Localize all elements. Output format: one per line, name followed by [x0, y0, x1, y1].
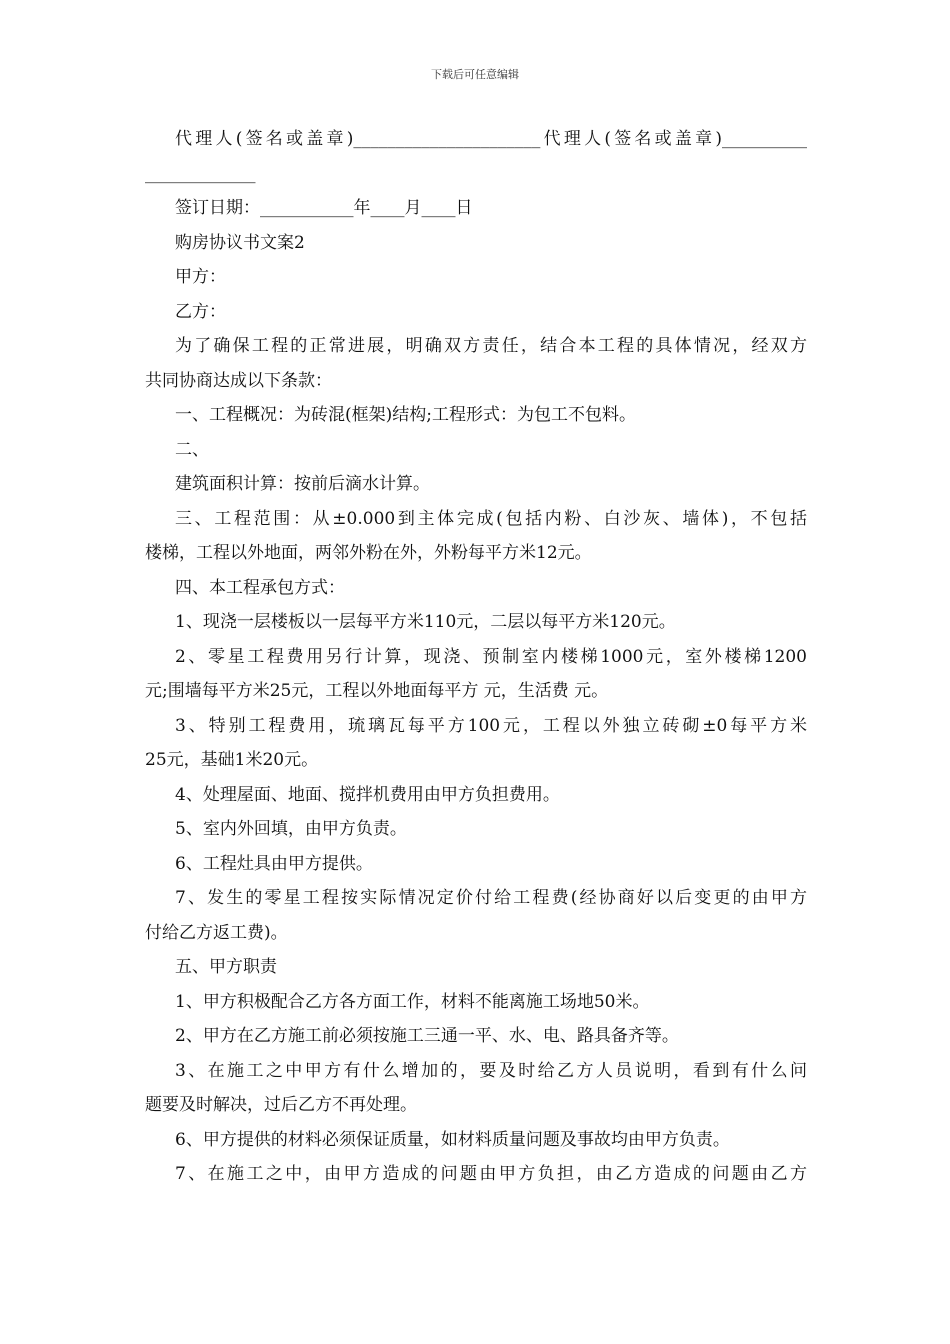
document-line: 付给乙方返工费)。 — [145, 922, 288, 943]
document-line: 共同协商达成以下条款： — [145, 370, 332, 391]
document-line: 2、甲方在乙方施工前必须按施工三通一平、水、电、路具备齐等。 — [175, 1026, 679, 1046]
document-line: 25元，基础1米20元。 — [145, 750, 319, 770]
document-line: _____________ — [145, 163, 256, 184]
document-body — [145, 122, 807, 1192]
document-line: 一、工程概况：为砖混(框架)结构;工程形式：为包工不包料。 — [175, 405, 636, 425]
document-line: 四、本工程承包方式： — [175, 577, 345, 598]
document-line: 4、处理屋面、地面、搅拌机费用由甲方负担费用。 — [175, 784, 560, 805]
document-line: 代理人(签名或盖章)______________________代理人(签名或盖章)__________ — [175, 129, 807, 149]
document-line: 2、零星工程费用另行计算，现浇、预制室内楼梯1000元，室外楼梯1200 — [175, 646, 807, 667]
document-line: 6、甲方提供的材料必须保证质量，如材料质量问题及事故均由甲方负责。 — [175, 1129, 730, 1150]
document-line: 7、在施工之中，由甲方造成的问题由甲方负担，由乙方造成的问题由乙方 — [175, 1164, 807, 1184]
page-header-note: 下载后可任意编辑 — [431, 68, 519, 81]
document-line: 5、室内外回填，由甲方负责。 — [175, 819, 407, 839]
document-line: 题要及时解决，过后乙方不再处理。 — [145, 1095, 417, 1115]
document-line: 签订日期：___________年____月____日 — [175, 198, 473, 218]
document-line: 3、在施工之中甲方有什么增加的，要及时给乙方人员说明，看到有什么问 — [175, 1060, 807, 1081]
document-line: 3、特别工程费用，琉璃瓦每平方100元，工程以外独立砖砌±0每平方米 — [175, 715, 807, 736]
document-line: 建筑面积计算：按前后滴水计算。 — [175, 474, 430, 494]
document-line: 五、甲方职责 — [175, 957, 277, 977]
document-line: 1、甲方积极配合乙方各方面工作，材料不能离施工场地50米。 — [175, 991, 650, 1012]
document-line: 购房协议书文案2 — [175, 232, 305, 253]
document-line: 乙方： — [175, 301, 226, 322]
document-line: 楼梯，工程以外地面，两邻外粉在外，外粉每平方米12元。 — [145, 543, 592, 563]
document-line: 6、工程灶具由甲方提供。 — [175, 853, 373, 874]
document-line: 三、工程范围：从±0.000到主体完成(包括内粉、白沙灰、墙体)，不包括 — [175, 508, 807, 529]
document-line: 甲方： — [175, 267, 226, 287]
document-line: 7、发生的零星工程按实际情况定价付给工程费(经协商好以后变更的由甲方 — [175, 888, 807, 908]
document-line: 元;围墙每平方米25元，工程以外地面每平方 元，生活费 元。 — [145, 681, 609, 701]
document-line: 二、 — [175, 439, 209, 460]
document-line: 为了确保工程的正常进展，明确双方责任，结合本工程的具体情况，经双方 — [175, 336, 807, 356]
document-line: 1、现浇一层楼板以一层每平方米110元，二层以每平方米120元。 — [175, 612, 676, 632]
